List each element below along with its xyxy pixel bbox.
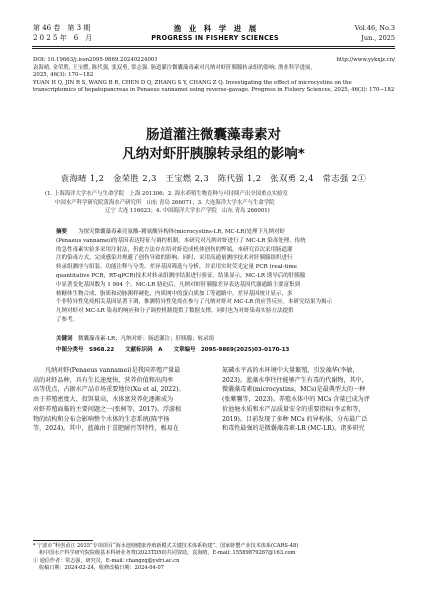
body-line: 微囊藻毒素(microcystins，MCs)是最典型大的一种 [222, 386, 366, 394]
keywords-label: 关键词 [56, 336, 73, 342]
citation-cn-1: 袁海晴, 金荣胜, 王宝燃, 陈代强, 张双勇, 常志强. 肠道灌注微囊藻毒素对凡纳对虾肝胰腺转录组的影响. 渔业科学进展, [33, 64, 313, 71]
journal-name-en: PROGRESS IN FISHERY SCIENCES [151, 33, 279, 42]
journal-name [120, 24, 310, 43]
affiliation-line: (1. 上海海洋大学水产与生命学院 上海 201306；2. 海水养殖生物育种与可持续产出全国重点实验室 [45, 191, 288, 197]
body-line: 对虾养殖面临的主要问题之一(张树等，2017)。浮游植 [33, 405, 182, 413]
author-list: 袁海晴 1,2 金荣胜 2,3 王宝燃 2,3 陈代强 1,2 张双勇 2,4 常志强 2① [60, 173, 367, 183]
body-line: 高的对虾品种，具有生长速度快、营养价值和出肉率 [33, 376, 174, 384]
abstract [56, 228, 375, 325]
doi-row [33, 57, 395, 65]
date-en: Jun., 2025 [361, 33, 395, 42]
abstract-line: quantitative PCR，RT-qPCR)技术对转录组测序结果进行验证。结果显示，MC-LR 诱导后的肝胰腺 [56, 272, 306, 279]
journal-issue-info [33, 24, 92, 43]
body-line: 凡纳对虾(Penaeus vannamei)是我国养殖产量最 [45, 367, 181, 374]
body-line: 物的结构和分布会影响整个水体的生态系统(陈宇扬 [33, 415, 170, 423]
abstract-line: 的急性毒素实验多采用注射法，但此方法存在给对虾造成机体创伤的弊端，本研究首次采用肠道灌 [56, 246, 293, 253]
abstract-line: 个非特异性免疫相关基因显著下调，推测特异性免疫在参与了凡纳对虾对 MC-LR 的应答反应。本研究结果为揭示 [56, 299, 332, 306]
body-line: 氮磷水平高的水环境中大量繁殖，引发藻华(李敏， [222, 367, 359, 374]
body-left-column [33, 366, 206, 434]
abstract-line: 为探究微囊藻毒素亮氨酸–精氨酸异构体(microcystins-LR, MC-LR)处理下凡纳对虾 [78, 229, 286, 235]
footnote-line: * 宁波市“科创甬江 2035”专项项目“海水池塘健康养殖新模式关键技术体系构建”、国家虾蟹产业技术体系(CARS-48) [33, 543, 299, 549]
citation-block [33, 57, 395, 95]
abstract-line: 注的染毒方式，完成感染并规避了创伤导致的影响。同时，采用高通量测序技术对肝胰腺组织进行 [56, 255, 293, 262]
body-right-column [222, 366, 395, 434]
footnote-line: 和中国水产科学研究院院级基本科研业务费(2023TD50)共同资助。袁海晴，E-mail: 15589879267@163.com [39, 550, 296, 557]
citation-en-2: transcriptomics of hepatopancreas in Penaeus vannamei using reverse-gavage. Progress in Fishery Sciences, 2025, 46(3): 170−182 [33, 87, 395, 94]
volume-en: Vol.46, No.3 [354, 24, 395, 32]
journal-url[interactable]: http://www.yykxjz.cn/ [336, 57, 395, 63]
title-line-2: 凡纳对虾肝胰腺转录组的影响* [122, 146, 305, 162]
abstract-label: 摘要 [56, 229, 68, 235]
abstract-line: (Penaeus vannamei)的基因表达特征与调控机制，本研究对凡纳对虾进行了 MC-LR 染毒处理。传统 [56, 237, 306, 244]
footnote-rule [33, 540, 93, 541]
affiliations [45, 190, 385, 216]
doi: DOI: 10.19663/j.issn2095-9869.20240224001 [33, 57, 158, 63]
footnote-line: 收稿日期：2024-02-24，收修改稿日期：2024-04-07 [39, 564, 164, 571]
abstract-line: 了参考。 [56, 316, 79, 323]
classification-row: 中图分类号 S968.22 文献标识码 A 文章编号 2095-9869(2025)03-0170-13 [56, 347, 290, 353]
body-line: 高等优点，占据水产品市场重要地位(Xu et al, 2022)。 [33, 386, 185, 394]
date-cn: 2 0 2 5 年 6 月 [33, 33, 93, 42]
header-rule-2 [32, 48, 395, 49]
body-line: 2023)。蓝藻水华往往能够产生有毒的代谢物，其中， [222, 376, 368, 384]
footnote-line: ① 通信作者：常志强，研究员，E-mail: changzq@ysfri.ac.cn [33, 557, 180, 564]
body-line: 2019)。目前发现了多种 MCs 的异构体，分布最广泛 [222, 415, 368, 423]
header-rule [32, 46, 395, 47]
body-line: 价池塘水质和水产品质量安全的重要指标(李孟和等， [222, 405, 365, 413]
citation-en-1: YUAN H Q, JIN R S, WANG B R, CHEN D Q, ZHANG S Y, CHANG Z Q. Investigating the effect of microcystins on the [33, 79, 352, 86]
volume-cn: 第 46 卷 第 3 期 [33, 24, 91, 32]
keywords-row [56, 335, 214, 344]
affiliation-line: 中国水产科学研究院黄海水产研究所 山东 青岛 266071；3. 大连海洋大学水产与生命学院 [55, 199, 275, 206]
abstract-line: 转录组测序与组装、功能注释与分类、差异基因筛选与分析，并采用实时荧光定量 PCR (real-time [56, 264, 297, 271]
abstract-line: 核糖体生物合成、脂质和动脉粥样硬化、内质网中的蛋白质加工等通路中。差异基因统计显示，多 [56, 290, 293, 297]
journal-name-cn: 渔 业 科 学 进 展 [173, 24, 257, 33]
article-title [0, 126, 427, 164]
body-line: (张紫馨等，2023)。养殖水体中的 MCs 含量已成为评 [222, 396, 370, 404]
keywords: 微囊藻毒素-LR；凡纳对虾；肠道灌注；肝胰腺；转录组 [78, 336, 215, 342]
affiliation-line: 辽宁 大连 116023；4. 中国海洋大学水产学院 山东 青岛 266001) [105, 208, 270, 214]
journal-issue-info-en [355, 24, 395, 43]
title-line-1: 肠道灌注微囊藻毒素对 [146, 127, 281, 143]
abstract-line: 凡纳对虾对 MC-LR 染毒的响应和分子调控机制提供了数据支撑，同时也为对虾染毒实验方法提供 [56, 308, 294, 315]
footnotes [33, 543, 395, 572]
body-line: 和毒性最强的是微囊藻毒素-LR (MC-LR)。诸多研究 [222, 425, 365, 433]
body-line: 等，2024)。其中，蓝藻由于喜肥耐污等特性，极易在 [33, 425, 179, 433]
citation-cn-2: 2025, 46(3): 170−182 [33, 72, 94, 79]
abstract-line: 中显著变化基因数为 1 994 个。MC-LR 胁迫后，凡纳对虾肝胰腺差异表达基因代谢通路主要富集到 [56, 281, 300, 288]
body-line: 由于养殖密度大、投饵量高，水体富营养化逐渐成为 [33, 396, 174, 404]
